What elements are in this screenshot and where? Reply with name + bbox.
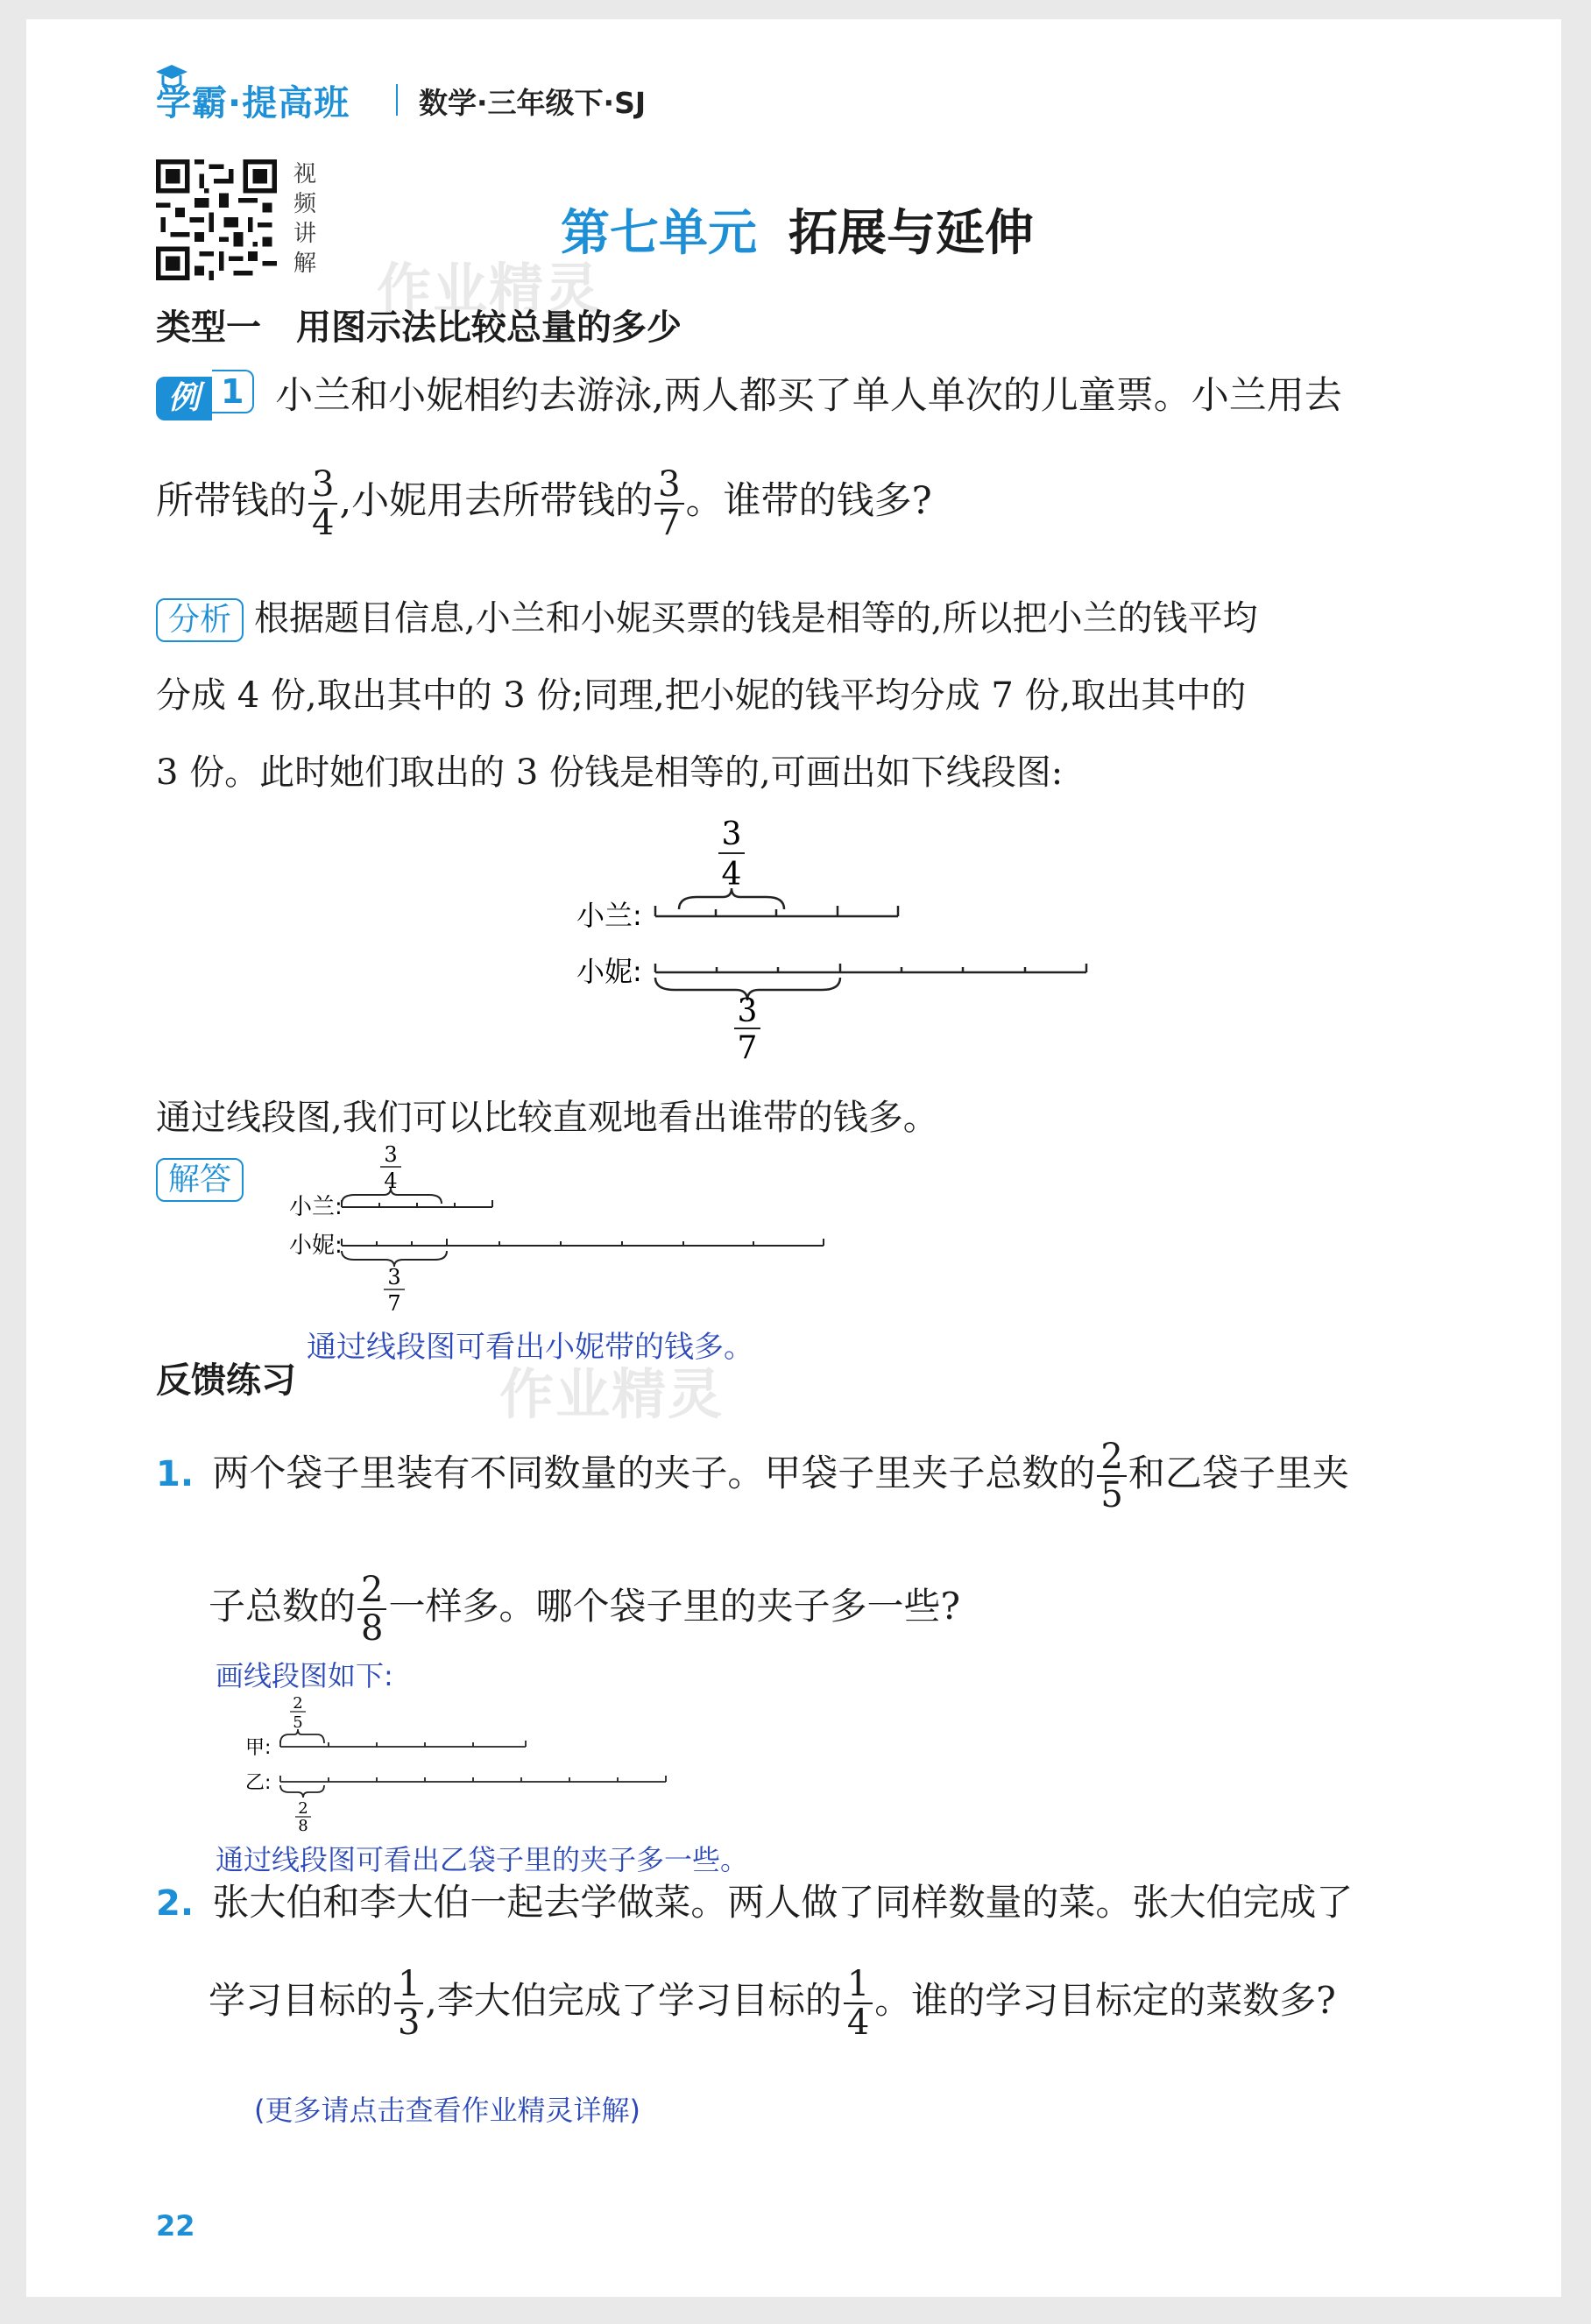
fraction-3-7: $\frac{3}{7}$ xyxy=(654,466,683,541)
bottom-fraction-denominator: 7 xyxy=(737,1030,758,1060)
analysis xyxy=(156,580,1523,811)
workbook-page xyxy=(26,19,1561,2297)
top-fraction-denominator: 4 xyxy=(721,857,742,893)
svg-text:2: 2 xyxy=(298,1799,308,1818)
question-2-line-2: 学习目标的 $\frac{1}{3}$ ,李大伯完成了学习目标的 $\frac{1}{4}$ 。谁的学习目标定的菜数多? xyxy=(209,1964,1336,2043)
bottom-fraction-numerator: 3 xyxy=(737,993,758,1029)
subject-label: 数学·三年级下·SJ xyxy=(419,86,647,120)
svg-text:小妮:: 小妮: xyxy=(289,1233,343,1259)
fraction-2-8: $\frac{2}{8}$ xyxy=(357,1572,386,1647)
svg-text:4: 4 xyxy=(384,1169,398,1193)
row2-label: 小妮: xyxy=(576,955,642,988)
svg-text:甲:: 甲: xyxy=(245,1737,272,1759)
analysis-line-2: 分成 4 份,取出其中的 3 份;同理,把小妮的钱平均分成 7 份,取出其中的 xyxy=(156,675,1247,716)
fraction-1-3: $\frac{1}{3}$ xyxy=(394,1966,423,2041)
question-2: 2. 张大伯和李大伯一起去学做菜。两人做了同样数量的菜。张大伯完成了 xyxy=(156,1881,1354,1924)
svg-text:2: 2 xyxy=(293,1694,303,1713)
answer-conclusion: 通过线段图可看出小妮带的钱多。 xyxy=(307,1330,753,1365)
fraction-1-4: $\frac{1}{4}$ xyxy=(844,1966,873,2041)
fraction-2-5: $\frac{2}{5}$ xyxy=(1097,1438,1126,1514)
q1-answer-intro: 画线段图如下: xyxy=(216,1659,393,1692)
watermark-2: 作业精灵 xyxy=(499,1362,725,1426)
qr-code-icon[interactable] xyxy=(156,159,277,280)
example-tag: 例 xyxy=(156,377,212,420)
svg-text:乙:: 乙: xyxy=(245,1772,272,1794)
watermark: 作业精灵 xyxy=(377,257,602,321)
example-1 xyxy=(156,370,1523,422)
unit-name: 拓展与延伸 xyxy=(788,205,1034,262)
svg-text:小兰:: 小兰: xyxy=(289,1194,343,1220)
brand-title: 学霸·提高班 xyxy=(156,83,350,124)
video-explanation-label: 视 频 讲 解 xyxy=(293,161,316,277)
question-2-number: 2. xyxy=(156,1883,194,1924)
unit-title xyxy=(561,194,1034,265)
line-segment-diagram xyxy=(543,806,1121,1060)
answer-tag: 解答 xyxy=(156,1158,244,1202)
analysis-line-1: 根据题目信息,小兰和小妮买票的钱是相等的,所以把小兰的钱平均 xyxy=(254,598,1258,639)
svg-text:3: 3 xyxy=(384,1142,398,1167)
q1-answer-conclusion: 通过线段图可看出乙袋子里的夹子多一些。 xyxy=(216,1843,749,1876)
fraction-3-4: $\frac{3}{4}$ xyxy=(308,466,337,541)
svg-text:7: 7 xyxy=(387,1291,401,1314)
row1-label: 小兰: xyxy=(576,899,642,932)
analysis-tag: 分析 xyxy=(156,598,244,642)
top-fraction-numerator: 3 xyxy=(721,816,742,852)
svg-text:8: 8 xyxy=(298,1817,308,1833)
more-details-link[interactable]: (更多请点击查看作业精灵详解) xyxy=(254,2094,640,2127)
unit-number: 第七单元 xyxy=(561,205,757,262)
svg-text:5: 5 xyxy=(293,1713,303,1732)
question-1: 1. 两个袋子里装有不同数量的夹子。甲袋子里夹子总数的 $\frac{2}{5}$ 和乙袋子里夹 xyxy=(156,1437,1349,1515)
page-number: 22 xyxy=(156,2209,195,2243)
header-divider xyxy=(396,84,398,116)
analysis-line-3: 3 份。此时她们取出的 3 份钱是相等的,可画出如下线段图: xyxy=(156,752,1064,793)
type-heading: 类型一 用图示法比较总量的多少 xyxy=(156,307,682,348)
answer-diagram xyxy=(289,1139,850,1314)
svg-text:3: 3 xyxy=(387,1265,401,1289)
example-line-1: 小兰和小妮相约去游泳,两人都买了单人单次的儿童票。小兰用去 xyxy=(275,374,1342,418)
feedback-title: 反馈练习 xyxy=(156,1360,296,1401)
question-1-number: 1. xyxy=(156,1454,194,1494)
answer-section xyxy=(156,1158,244,1202)
q1-answer-diagram xyxy=(210,1692,683,1833)
example-line-2: 所带钱的 $\frac{3}{4}$ ,小妮用去所带钱的 $\frac{3}{7}$ 。谁带的钱多? xyxy=(156,464,932,543)
example-number: 1 xyxy=(212,370,254,413)
question-1-line-2: 子总数的 $\frac{2}{8}$ 一样多。哪个袋子里的夹子多一些? xyxy=(209,1570,960,1649)
analysis-conclusion: 通过线段图,我们可以比较直观地看出谁带的钱多。 xyxy=(156,1098,938,1138)
